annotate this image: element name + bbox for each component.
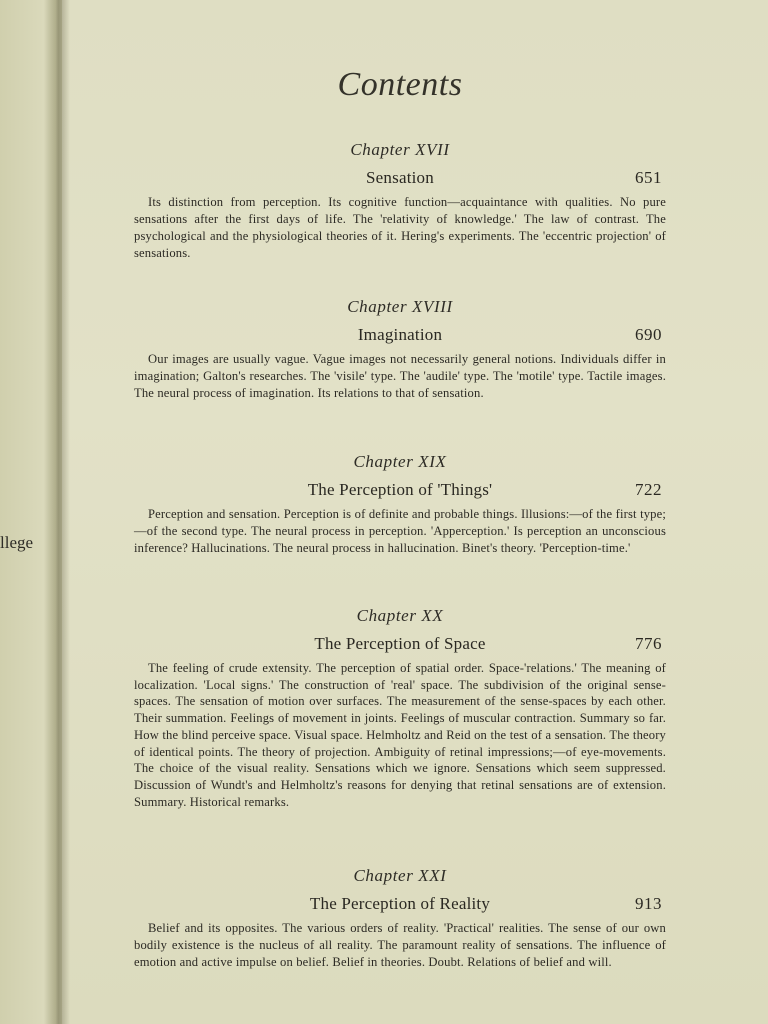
chapter-summary: Its distinction from perception. Its cognitive function—acquaintance with qualities. No pure sensations after the first days of life. The 'relativity of knowledge.' The law of contrast. The psychological and the physiological theories of it. Hering's experiments. The 'eccentric projection' of sensations.	[134, 195, 666, 260]
chapter-entry	[134, 452, 666, 557]
chapter-heading-row	[134, 634, 666, 656]
chapter-label: Chapter XXI	[353, 866, 447, 885]
chapter-summary: The feeling of crude extensity. The perception of spatial order. Space-'relations.' The meaning of localization. 'Local signs.' The construction of 'real' space. The subdivision of the original sense-spaces. The sensation of motion over surfaces. The measurement of the sense-spaces by each other. Their summation. Feelings of movement in joints. Feelings of muscular contraction. Summary so far. How the blind perceive space. Visual space. Helmholtz and Reid on the test of a sensation. The theory of identical points. The theory of projection. Ambiguity of retinal impressions;—of eye-movements. The choice of the visual reality. Sensations which we ignore. Sensations which seem suppressed. Discussion of Wundt's and Helmholtz's reasons for denying that retinal sensations are of extension. Summary. Historical remarks.	[134, 661, 666, 809]
chapter-summary: Our images are usually vague. Vague images not necessarily general notions. Individuals differ in imagination; Galton's researches. The 'visile' type. The 'audile' type. The 'motile' type. Tactile images. The neural process of imagination. Its relations to that of sensation.	[134, 352, 666, 400]
chapter-title: Sensation	[366, 168, 434, 187]
chapter-entry	[134, 297, 666, 402]
chapter-heading-row	[134, 168, 666, 190]
chapter-summary: Belief and its opposites. The various orders of reality. 'Practical' realities. The sense of our own bodily existence is the nucleus of all reality. The paramount reality of sensations. The influence of emotion and active impulse on belief. Belief in theories. Doubt. Relations of belief and will.	[134, 921, 666, 969]
chapter-heading-row	[134, 480, 666, 502]
page-number: 690	[635, 325, 662, 344]
chapter-title: The Perception of Space	[314, 634, 486, 653]
page-number: 913	[635, 894, 662, 913]
chapter-title: The Perception of 'Things'	[307, 480, 493, 499]
chapter-label: Chapter XX	[356, 606, 444, 625]
chapter-summary: Perception and sensation. Perception is of definite and probable things. Illusions:—of the first type;—of the second type. The neural process in perception. 'Apperception.' Is perception an unconscious inference? Hallucinations. The neural process in hallucination. Binet's theory. 'Perception-time.'	[134, 507, 666, 555]
chapter-heading-row	[134, 325, 666, 347]
chapter-label: Chapter XVIII	[347, 297, 453, 316]
chapter-label: Chapter XIX	[353, 452, 447, 471]
chapter-entry	[134, 606, 666, 810]
page-number: 776	[635, 634, 662, 653]
chapter-entry	[134, 140, 666, 262]
chapter-label: Chapter XVII	[350, 140, 450, 159]
page-title: Contents	[337, 66, 463, 103]
page-number: 651	[635, 168, 662, 187]
chapter-title: Imagination	[357, 325, 443, 344]
chapter-entry	[134, 866, 666, 971]
chapter-title: The Perception of Reality	[309, 894, 491, 913]
page-number: 722	[635, 480, 662, 499]
chapter-heading-row	[134, 894, 666, 916]
left-page-text-fragment: llege	[0, 533, 34, 552]
